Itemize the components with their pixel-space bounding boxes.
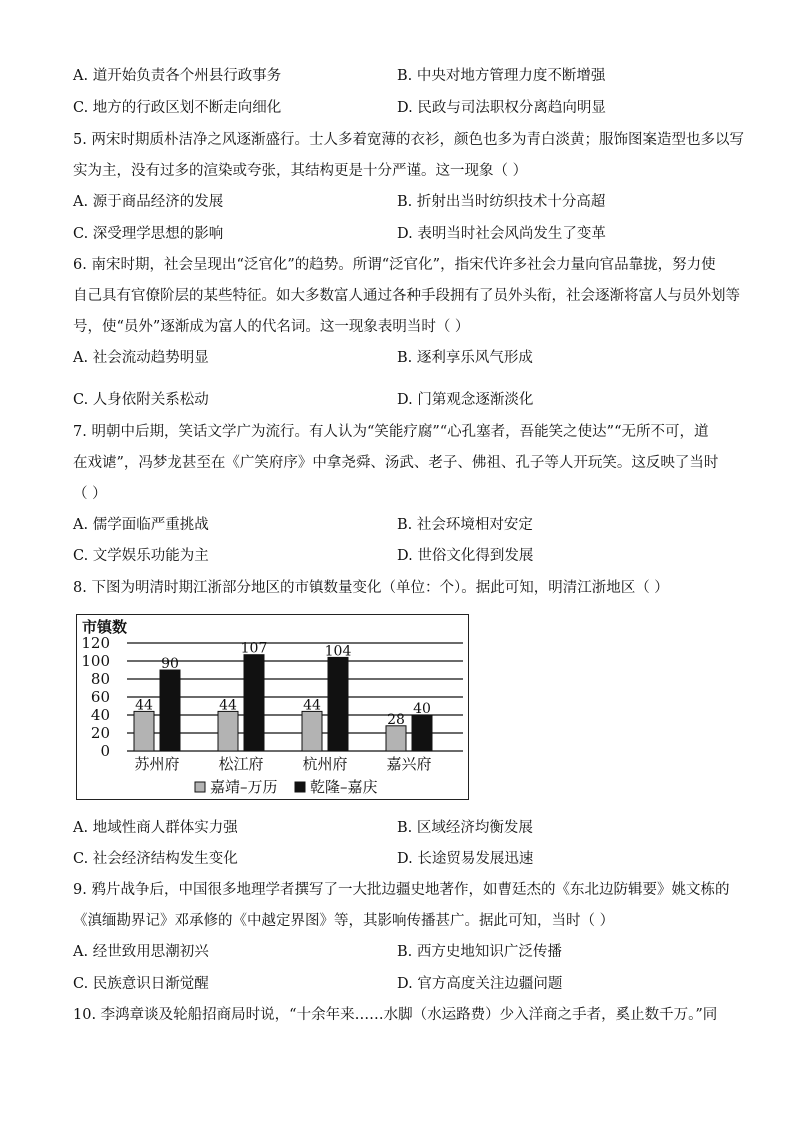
- q6-stem-line-2: 自己具有官僚阶层的某些特征。如大多数富人通过各种手段拥有了员外头衔，社会逐渐将富人与员外划等: [73, 288, 740, 304]
- q5-option-d: D. 表明当时社会风尚发生了变革: [397, 226, 606, 242]
- q10-stem-line-1: 10. 李鸿章谈及轮船招商局时说，“十余年来……水脚（水运路费）少入洋商之手者，奚止数千万。”同: [73, 1007, 718, 1023]
- bar: [218, 711, 238, 751]
- q8-stem-line-1: 8. 下图为明清时期江浙部分地区的市镇数量变化（单位：个）。据此可知，明清江浙地区（ ）: [73, 580, 669, 596]
- q7-option-c: C. 文学娱乐功能为主: [73, 548, 209, 564]
- bar: [160, 670, 180, 751]
- q9-option-a: A. 经世致用思潮初兴: [73, 944, 209, 960]
- y-tick-label: 60: [90, 688, 110, 706]
- q7-stem-line-3: （ ）: [73, 486, 107, 502]
- x-category-label: 松江府: [218, 755, 264, 773]
- q5-stem-line-2: 实为主，没有过多的渲染或夸张，其结构更是十分严谨。这一现象（ ）: [73, 163, 528, 179]
- q6-stem-line-3: 号，使“员外”逐渐成为富人的代名词。这一现象表明当时（ ）: [73, 319, 470, 335]
- q7-option-b: B. 社会环境相对安定: [397, 517, 533, 533]
- q7-option-d: D. 世俗文化得到发展: [397, 548, 534, 564]
- data-label: 107: [240, 640, 268, 657]
- q7-option-a: A. 儒学面临严重挑战: [73, 517, 209, 533]
- q8-option-d: D. 长途贸易发展迅速: [397, 851, 534, 867]
- y-tick-label: 40: [90, 706, 110, 724]
- bar: [412, 715, 432, 751]
- q7-stem-line-1: 7. 明朝中后期，笑话文学广为流行。有人认为“笑能疗腐”“心孔塞者，吾能笑之使达”“无所不可，道: [73, 424, 709, 440]
- data-label: 44: [303, 697, 321, 714]
- q6-option-a: A. 社会流动趋势明显: [73, 350, 209, 366]
- chart-ylabel: 市镇数: [82, 618, 128, 636]
- bar: [328, 657, 348, 751]
- data-label: 28: [387, 711, 405, 728]
- q8-option-c: C. 社会经济结构发生变化: [73, 851, 238, 867]
- q5-stem-line-1: 5. 两宋时期质朴洁净之风逐渐盛行。士人多着宽薄的衣衫，颜色也多为青白淡黄；服饰图案造型也多以写: [73, 132, 744, 148]
- legend-label: 乾隆–嘉庆: [310, 778, 378, 796]
- q9-option-b: B. 西方史地知识广泛传播: [397, 944, 562, 960]
- q6-stem-line-1: 6. 南宋时期，社会呈现出“泛官化”的趋势。所谓“泛官化”，指宋代许多社会力量向官品靠拢，努力使: [73, 257, 716, 273]
- q6-option-b: B. 逐利享乐风气形成: [397, 350, 533, 366]
- data-label: 104: [324, 643, 352, 660]
- q5-option-c: C. 深受理学思想的影响: [73, 226, 224, 242]
- legend-swatch: [195, 782, 205, 792]
- data-label: 90: [161, 656, 179, 672]
- q4-option-b: B. 中央对地方管理力度不断增强: [397, 68, 606, 84]
- y-tick-label: 20: [90, 724, 110, 742]
- y-tick-label: 120: [81, 634, 110, 652]
- y-tick-label: 100: [81, 652, 110, 670]
- q5-option-a: A. 源于商品经济的发展: [73, 194, 224, 210]
- legend-swatch: [295, 782, 305, 792]
- legend-label: 嘉靖–万历: [210, 778, 278, 796]
- q9-option-d: D. 官方高度关注边疆问题: [397, 976, 563, 992]
- q9-stem-line-2: 《滇缅勘界记》邓承修的《中越定界图》等，其影响传播甚广。据此可知，当时（ ）: [73, 913, 615, 929]
- q9-stem-line-1: 9. 鸦片战争后，中国很多地理学者撰写了一大批边疆史地著作，如曹廷杰的《东北边防辑要》姚文栋的: [73, 882, 730, 898]
- bar: [386, 726, 406, 751]
- chart-svg: [77, 615, 468, 799]
- y-tick-label: 80: [90, 670, 110, 688]
- y-tick-label: 0: [100, 742, 110, 760]
- q8-option-a: A. 地域性商人群体实力强: [73, 820, 238, 836]
- q6-option-d: D. 门第观念逐渐淡化: [397, 392, 534, 408]
- q8-bar-chart: [76, 614, 469, 800]
- x-category-label: 嘉兴府: [386, 755, 432, 773]
- bar: [302, 711, 322, 751]
- q7-stem-line-2: 在戏谑”，冯梦龙甚至在《广笑府序》中拿尧舜、汤武、老子、佛祖、孔子等人开玩笑。这反映了当时: [73, 455, 719, 471]
- q8-option-b: B. 区域经济均衡发展: [397, 820, 533, 836]
- q4-option-a: A. 道开始负责各个州县行政事务: [73, 68, 282, 84]
- q4-option-d: D. 民政与司法职权分离趋向明显: [397, 100, 606, 116]
- x-category-label: 杭州府: [302, 755, 348, 773]
- data-label: 44: [135, 697, 153, 714]
- q5-option-b: B. 折射出当时纺织技术十分高超: [397, 194, 606, 210]
- q9-option-c: C. 民族意识日渐觉醒: [73, 976, 209, 992]
- data-label: 44: [219, 697, 237, 714]
- q6-option-c: C. 人身依附关系松动: [73, 392, 209, 408]
- x-category-label: 苏州府: [134, 755, 180, 773]
- q4-option-c: C. 地方的行政区划不断走向细化: [73, 100, 282, 116]
- bar: [134, 711, 154, 751]
- bar: [244, 655, 264, 751]
- data-label: 40: [413, 701, 431, 717]
